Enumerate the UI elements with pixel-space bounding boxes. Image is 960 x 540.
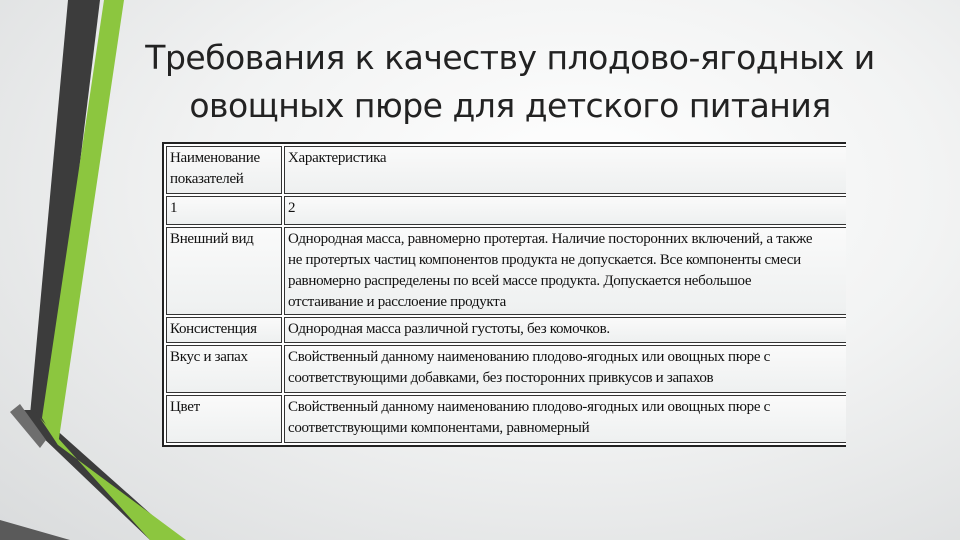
row-value-color [284,395,846,443]
table-row [166,317,846,343]
row-value-consistency [284,317,846,343]
row-name-appearance: Внешний вид [166,227,282,315]
table-row [166,395,846,443]
cell-line: не протертых частиц компонентов продукта не допускается. Все компоненты смеси [288,252,801,268]
column-number-2: 2 [284,196,846,225]
cell-line: отстаивание и расслоение продукта [288,294,506,310]
cell-line: соответствующими компонентами, равномерный [288,420,590,436]
header-indicator-name: Наименование показателей [166,146,282,194]
quality-table-container [162,142,846,462]
slide-title [130,34,890,130]
cell-line: соответствующими добавками, без посторонних привкусов и запахов [288,370,714,386]
cell-line: Свойственный данному наименованию плодово-ягодных или овощных пюре с [288,399,771,415]
cell-line: Однородная масса различной густоты, без комочков. [288,321,610,337]
row-value-appearance [284,227,846,315]
table-header-row [166,146,846,194]
row-value-taste-smell [284,345,846,393]
cell-line: равномерно распределены по всей массе продукта. Допускается небольшое [288,273,752,289]
title-line-2: овощных пюре для детского питания [189,86,831,125]
quality-requirements-table [162,142,846,447]
header-characteristic: Характеристика [284,146,846,194]
title-line-1: Требования к качеству плодово-ягодных и [145,38,875,77]
table-row [166,345,846,393]
row-name-color: Цвет [166,395,282,443]
row-name-consistency: Консистенция [166,317,282,343]
table-number-row [166,196,846,225]
cell-line: Свойственный данному наименованию плодово-ягодных или овощных пюре с [288,349,771,365]
table-row [166,227,846,315]
column-number-1: 1 [166,196,282,225]
cell-line: Однородная масса, равномерно протертая. Наличие посторонних включений, а также [288,231,813,247]
dark-stripe-left [0,520,70,540]
row-name-taste-smell: Вкус и запах [166,345,282,393]
